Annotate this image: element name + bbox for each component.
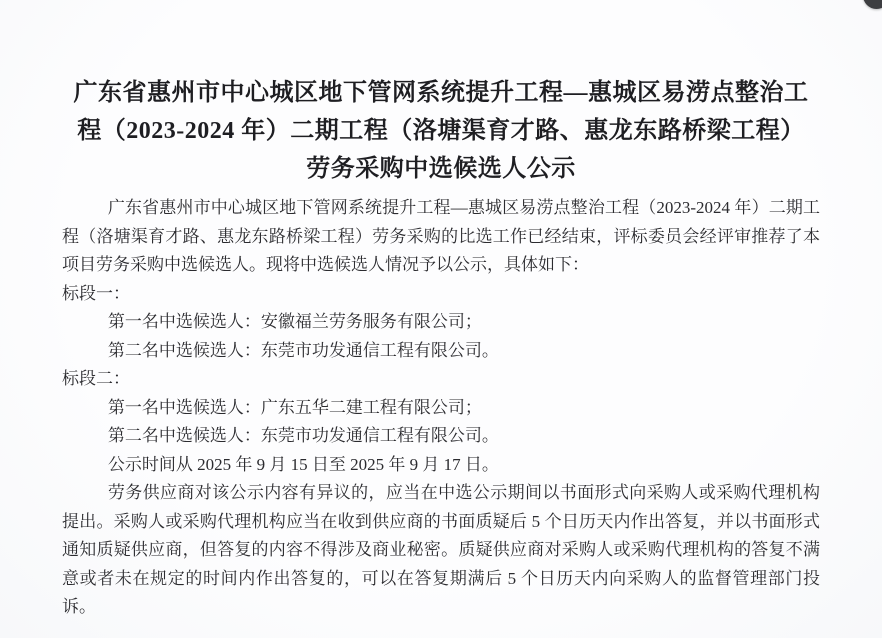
objection-paragraph: 劳务供应商对该公示内容有异议的，应当在中选公示期间以书面形式向采购人或采购代理机构提出。采购人或采购代理机构应当在收到供应商的书面质疑后 5 个日历天内作出答复，并以书面形式通知质疑供应商，但答复的内容不得涉及商业秘密。质疑供应商对采购人或采购代理机构的答复不满意或者未在规定的时间内作出答复的，可以在答复期满后 5 个日历天内向采购人的监督管理部门投诉。 [62, 483, 820, 616]
section-lot-2-candidate-2: 第二名中选候选人：东莞市功发通信工程有限公司。 [107, 426, 499, 445]
title-line-2: 程（2023-2024 年）二期工程（洛塘渠育才路、惠龙东路桥梁工程） [77, 118, 805, 144]
title-line-3: 劳务采购中选候选人公示 [306, 156, 576, 182]
document-title [62, 74, 820, 188]
floating-corner-button[interactable] [863, 0, 882, 9]
announcement-document [62, 0, 820, 622]
section-lot-1-heading: 标段一： [62, 283, 130, 303]
section-lot-1 [62, 280, 820, 366]
publicity-period: 公示时间从 2025 年 9 月 15 日至 2025 年 9 月 17 日。 [107, 454, 499, 474]
intro-paragraph: 广东省惠州市中心城区地下管网系统提升工程—惠城区易涝点整治工程（2023-2024 年）二期工程（洛塘渠育才路、惠龙东路桥梁工程）劳务采购的比选工作已经结束，评标委员会经评审推荐了本项目劳务采购中选候选人。现将中选候选人情况予以公示，具体如下： [62, 198, 820, 274]
section-lot-1-candidate-1: 第一名中选候选人：安徽福兰劳务服务有限公司； [107, 312, 482, 331]
title-line-1: 广东省惠州市中心城区地下管网系统提升工程—惠城区易涝点整治工 [73, 80, 809, 106]
section-lot-1-candidate-2: 第二名中选候选人：东莞市功发通信工程有限公司。 [107, 340, 499, 360]
section-lot-2-heading: 标段二： [62, 369, 130, 388]
section-lot-2 [62, 365, 820, 451]
section-lot-2-candidate-1: 第一名中选候选人：广东五华二建工程有限公司； [107, 397, 482, 417]
